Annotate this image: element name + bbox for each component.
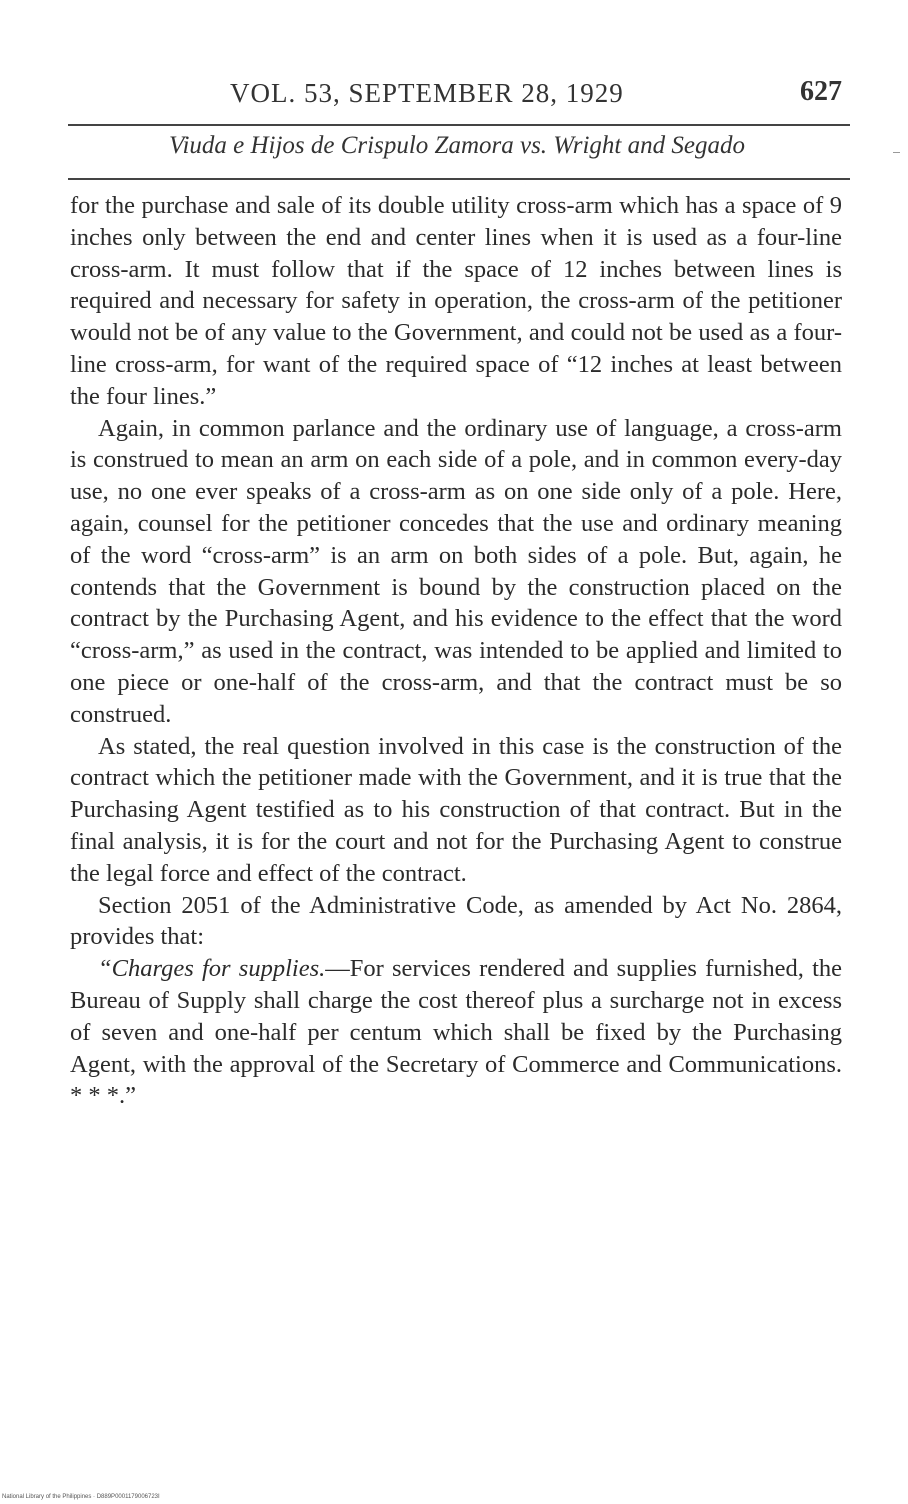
statute-quote (70, 953, 842, 1112)
paragraph-common-parlance: Again, in common parlance and the ordinary use of language, a cross-arm is construed to mean an arm on each side of a pole, and in common every-day use, no one ever speaks of a cross-arm as on one side only of a pole. Here, again, counsel for the petitioner concedes that the use and ordinary meaning of the word “cross-arm” is an arm on both sides of a pole. But, again, he contends that the Government is bound by the construction placed on the contract by the Purchasing Agent, and his evidence to the effect that the word “cross-arm,” as used in the contract, was intended to be applied and limited to one piece or one-half of the cross-arm, and that the contract must be so construed. (70, 414, 842, 728)
statute-quote-lead: “Charges for supplies. (98, 955, 326, 983)
paragraph-real-question: As stated, the real question involved in this case is the construction of the contract which the petitioner made with the Government, and it is true that the Purchasing Agent testified as to his construction of that contract. But in the final analysis, it is for the court and not for the Purchasing Agent to construe the legal force and effect of the contract. (70, 732, 842, 887)
scan-footer-label: National Library of the Philippines · D889P0001179006723I (2, 1494, 160, 1500)
header-rule-bottom (68, 178, 850, 180)
volume-date-line: VOL. 53, SEPTEMBER 28, 1929 (230, 78, 624, 108)
page-number: 627 (800, 76, 842, 107)
case-title: Viuda e Hijos de Crispulo Zamora vs. Wright and Segado (169, 132, 745, 159)
paragraph-continuation: for the purchase and sale of its double utility cross-arm which has a space of 9 inches only between the end and center lines when it is used as a four-line cross-arm. It must follow that if the space of 12 inches between lines is required and necessary for safety in operation, the cross-arm of the petitioner would not be of any value to the Government, and could not be used as a four-line cross-arm, for want of the required space of “12 inches at least between the four lines.” (70, 192, 842, 410)
body-text (70, 190, 842, 1112)
header-rule-top (68, 124, 850, 126)
statute-quote-text: —For services rendered and supplies furnished, the Bureau of Supply shall charge the cost thereof plus a surcharge not in excess of seven and one-half per centum which shall be fixed by the Purchasing Agent, with the approval of the Secretary of Commerce and Communications. * * *.” (70, 955, 842, 1110)
running-head (70, 74, 850, 118)
paragraph-section-2051: Section 2051 of the Administrative Code, as amended by Act No. 2864, provides that: (70, 891, 842, 951)
margin-mark (893, 152, 900, 153)
